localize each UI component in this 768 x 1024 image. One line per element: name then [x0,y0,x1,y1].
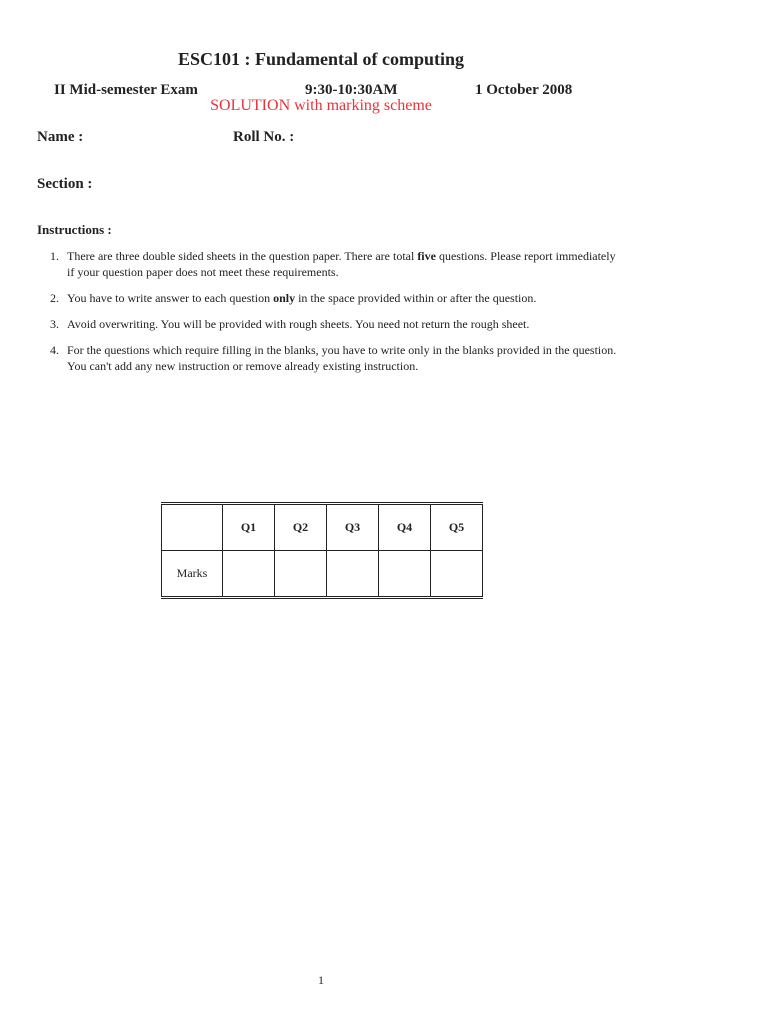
instruction-text: There are three double sided sheets in the question paper. There are total [67,249,418,263]
instruction-emphasis: only [273,291,296,305]
instruction-number: 1. [50,249,59,263]
exam-title: ESC101 : Fundamental of computing [177,49,465,69]
marks-table-header-row [162,504,483,551]
marks-cell-q2 [275,551,327,598]
page-number: 1 [318,973,324,987]
marks-cell-q1 [223,551,275,598]
instruction-item [37,316,617,332]
marks-table-column-q2: Q2 [275,504,327,551]
marks-row-label: Marks [162,551,223,598]
roll-number-label: Roll No. : [233,129,295,145]
instruction-text: For the questions which require filling in the blanks, you have to write only in the blanks provided in the question. You can't add any new instruction or remove already existing instruction. [67,343,617,373]
marks-cell-q5 [431,551,483,598]
marks-table [161,502,483,599]
instruction-emphasis: five [417,249,436,263]
instruction-item [37,248,617,280]
instruction-number: 3. [50,317,59,331]
marks-table-corner-cell [162,504,223,551]
instruction-item [37,342,617,374]
instruction-text: in the space provided within or after the question. [295,291,537,305]
marks-table-column-q3: Q3 [327,504,379,551]
marks-table-column-q4: Q4 [379,504,431,551]
section-label: Section : [37,176,93,192]
marks-cell-q4 [379,551,431,598]
exam-name: II Mid-semester Exam [54,82,198,98]
solution-note: SOLUTION with marking scheme [210,97,432,114]
name-label: Name : [37,129,84,145]
instruction-text: questions. Please report immediately if your question paper does not meet these requirements. [67,249,616,279]
instruction-item [37,290,617,306]
marks-cell-q3 [327,551,379,598]
instruction-number: 2. [50,291,59,305]
exam-time: 9:30-10:30AM [305,82,398,98]
instruction-text: Avoid overwriting. You will be provided with rough sheets. You need not return the rough sheet. [67,317,530,331]
instruction-text: You have to write answer to each question [67,291,274,305]
marks-table-column-q5: Q5 [431,504,483,551]
marks-table-row [162,551,483,598]
instructions-list [37,248,617,384]
exam-date: 1 October 2008 [475,82,573,98]
instruction-number: 4. [50,343,59,357]
marks-table-column-q1: Q1 [223,504,275,551]
instructions-heading: Instructions : [37,222,112,237]
